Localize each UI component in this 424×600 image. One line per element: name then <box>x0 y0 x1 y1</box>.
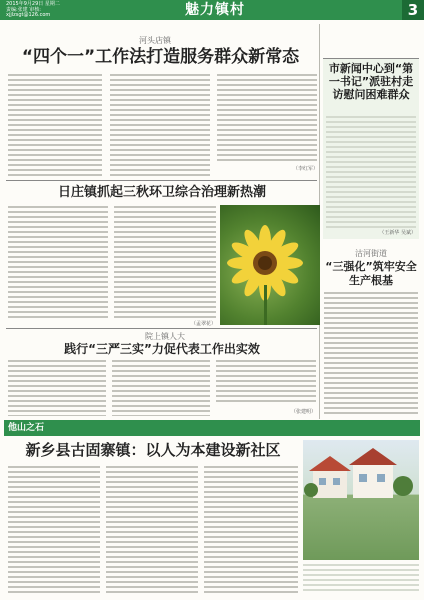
middle-story-body-col1 <box>8 206 108 318</box>
middle-story-top-rule <box>6 180 317 181</box>
lower-story-headline: 践行“三严三实”力促代表工作出实效 <box>64 342 260 356</box>
masthead-meta <box>6 2 126 18</box>
top-story-body-col1 <box>8 74 102 176</box>
lower-story-body-col3 <box>216 360 316 404</box>
top-story-kicker: 河头店镇 <box>139 36 171 45</box>
side-story-body <box>324 292 418 416</box>
feature-body-col1 <box>8 466 100 594</box>
email-line: xjjlzsgt@126.com <box>6 12 51 18</box>
middle-story-headline: 日庄镇抓起三秋环卫综合治理新热潮 <box>57 185 266 200</box>
side-story-kicker: 沽河街道 <box>355 249 387 258</box>
feature-headline: 新乡县古固寨镇：以人为本建设新社区 <box>25 441 281 459</box>
right-story-body <box>326 116 416 228</box>
editor-line: 责编:张建 审核: <box>6 6 41 13</box>
feature-body-col2 <box>106 466 198 594</box>
top-story-byline: （李红军） <box>292 166 318 172</box>
page-number: 3 <box>402 0 424 20</box>
lower-story-kicker: 院上镇人大 <box>145 332 185 341</box>
right-story-headline: 市新闻中心到“第一书记”派驻村走访慰问困难群众 <box>328 62 414 101</box>
middle-story-body-col2 <box>114 206 216 318</box>
lower-story-body-col2 <box>112 360 210 416</box>
feature-body-col3 <box>204 466 298 594</box>
lower-story-body-col1 <box>8 360 106 416</box>
flower-photo <box>220 205 320 325</box>
date-line: 2015年9月29日 星期二 <box>6 1 60 7</box>
feature-caption-body <box>303 564 419 594</box>
section-title: 魅力镇村 <box>185 2 245 18</box>
top-story-body-col3 <box>217 74 317 162</box>
lower-story-byline: （张建明） <box>290 409 316 415</box>
right-story-byline: （王新华 吴斌） <box>379 230 416 236</box>
top-story-body-col2 <box>110 74 210 176</box>
side-story-headline: “三强化”筑牢安全生产根基 <box>325 260 417 287</box>
top-story-headline: “四个一”工作法打造服务群众新常态 <box>21 47 300 67</box>
middle-story-byline: （孟翠花） <box>190 321 216 327</box>
community-photo <box>303 440 419 560</box>
lower-story-top-rule <box>6 328 317 329</box>
feature-section-label: 他山之石 <box>8 423 45 433</box>
